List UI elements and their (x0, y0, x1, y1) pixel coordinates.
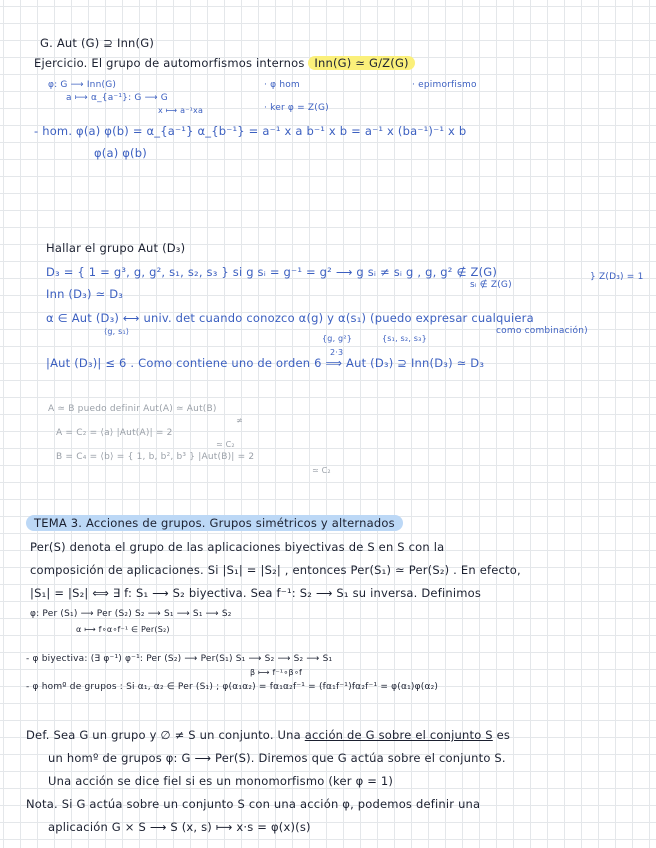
tema3-p5: - φ biyectiva: (∃ φ⁻¹) φ⁻¹: Per (S₂) ⟶ Per(S₁) S₁ ⟶ S₂ ⟶ S₂ ⟶ S₁ (26, 654, 333, 664)
inn-d3: Inn (D₃) ≃ D₃ (46, 287, 124, 301)
phi-elem: a ⟼ α_{a⁻¹}: G ⟶ G (66, 93, 168, 103)
def-line-1b: es (496, 728, 511, 742)
tema3-p4b: α ⟼ f∘α∘f⁻¹ ∈ Per(S₂) (76, 625, 170, 634)
hom-line-2: φ(a) φ(b) (94, 146, 147, 160)
cardinality-sub: 2·3 (330, 348, 344, 357)
grey-note-sub-3: ≃ C₂ (312, 466, 331, 475)
def-underlined: acción de G sobre el conjunto S (304, 728, 493, 742)
tema3-title (26, 516, 403, 530)
z-note: } Z(D₃) = 1 (590, 272, 644, 282)
alpha-note: como combinación) (496, 326, 588, 336)
alpha-line: α ∈ Aut (D₃) ⟷ univ. det cuando conozco α(g) y α(s₁) (puedo expresar cualquiera (46, 311, 534, 325)
grey-note-sub-1: ≄ (236, 416, 243, 425)
tema3-p4: φ: Per (S₁) ⟶ Per (S₂) S₂ ⟶ S₁ ⟶ S₁ ⟶ S₂ (30, 609, 232, 619)
d3-definition: D₃ = { 1 = g³, g, g², s₁, s₂, s₃ } si g sᵢ = g⁻¹ = g² ⟶ g sᵢ ≠ sᵢ g , g, g² ∉ Z(G) (46, 265, 498, 279)
d3-title: Hallar el grupo Aut (D₃) (46, 241, 186, 255)
grey-note-3: B = C₄ = ⟨b⟩ = { 1, b, b², b³ } |Aut(B)| = 2 (56, 452, 255, 462)
def-line-3: Una acción se dice fiel si es un monomorfismo (ker φ = 1) (48, 774, 394, 788)
phi-elem-2: x ⟼ a⁻¹xa (158, 106, 204, 115)
tema3-p1: Per(S) denota el grupo de las aplicaciones biyectivas de S en S con la (30, 540, 445, 554)
def-line-2: un homº de grupos φ: G ⟶ Per(S). Diremos que G actúa sobre el conjunto S. (48, 751, 506, 765)
nota-line-1: Nota. Si G actúa sobre un conjunto S con una acción φ, podemos definir una (26, 797, 481, 811)
grey-note-2: A = C₂ = ⟨a⟩ |Aut(A)| = 2 (56, 428, 173, 438)
ejercicio-label: Ejercicio. El grupo de automorfismos internos (34, 56, 305, 70)
alpha-sub: ⟨g, s₁⟩ (104, 327, 130, 336)
def-line-1 (26, 728, 510, 742)
cardinality-line: |Aut (D₃)| ≤ 6 . Como contiene uno de orden 6 ⟹ Aut (D₃) ⊇ Inn(D₃) ≃ D₃ (46, 356, 485, 370)
alpha-sub-3: {s₁, s₂, s₃} (382, 334, 427, 343)
tema3-p3: |S₁| = |S₂| ⟺ ∃ f: S₁ ⟶ S₂ biyectiva. Sea f⁻¹: S₂ ⟶ S₁ su inversa. Definimos (30, 586, 482, 600)
grey-note-1: A ≃ B puedo definir Aut(A) ≃ Aut(B) (48, 404, 217, 414)
tema3-p6: - φ homº de grupos : Si α₁, α₂ ∈ Per (S₁) ; φ(α₁α₂) = fα₁α₂f⁻¹ = (fα₁f⁻¹)fα₂f⁻¹ = φ(α₁)φ(α₂) (26, 682, 439, 692)
si-note: sᵢ ∉ Z(G) (470, 280, 512, 290)
phi-map: φ: G ⟶ Inn(G) (48, 80, 117, 90)
hom-line: - hom. φ(a) φ(b) = α_{a⁻¹} α_{b⁻¹} = a⁻¹ x a b⁻¹ x b = a⁻¹ x (ba⁻¹)⁻¹ x b (34, 124, 467, 138)
phi-ker: · ker φ = Z(G) (264, 103, 329, 113)
nota-line-2: aplicación G × S ⟶ S (x, s) ⟼ x·s = φ(x)(s) (48, 820, 311, 834)
tema3-p5b: β ⟼ f⁻¹∘β∘f (250, 668, 303, 677)
grey-note-sub-2: ≃ C₂ (216, 440, 235, 449)
alpha-sub-2: {g, g²} (322, 334, 353, 343)
ejercicio-text (34, 56, 415, 70)
phi-epi: · epimorfismo (412, 80, 477, 90)
tema3-p2: composición de aplicaciones. Si |S₁| = |S₂| , entonces Per(S₁) ≃ Per(S₂) . En efecto, (30, 563, 521, 577)
tema3-title-highlight: TEMA 3. Acciones de grupos. Grupos simétricos y alternados (26, 515, 403, 531)
ejercicio-highlight: Inn(G) ≃ G/Z(G) (308, 56, 414, 70)
section-title: G. Aut (G) ⊇ Inn(G) (40, 36, 155, 50)
phi-hom: · φ hom (264, 80, 300, 90)
def-line-1a: Def. Sea G un grupo y ∅ ≠ S un conjunto. Una (26, 728, 301, 742)
